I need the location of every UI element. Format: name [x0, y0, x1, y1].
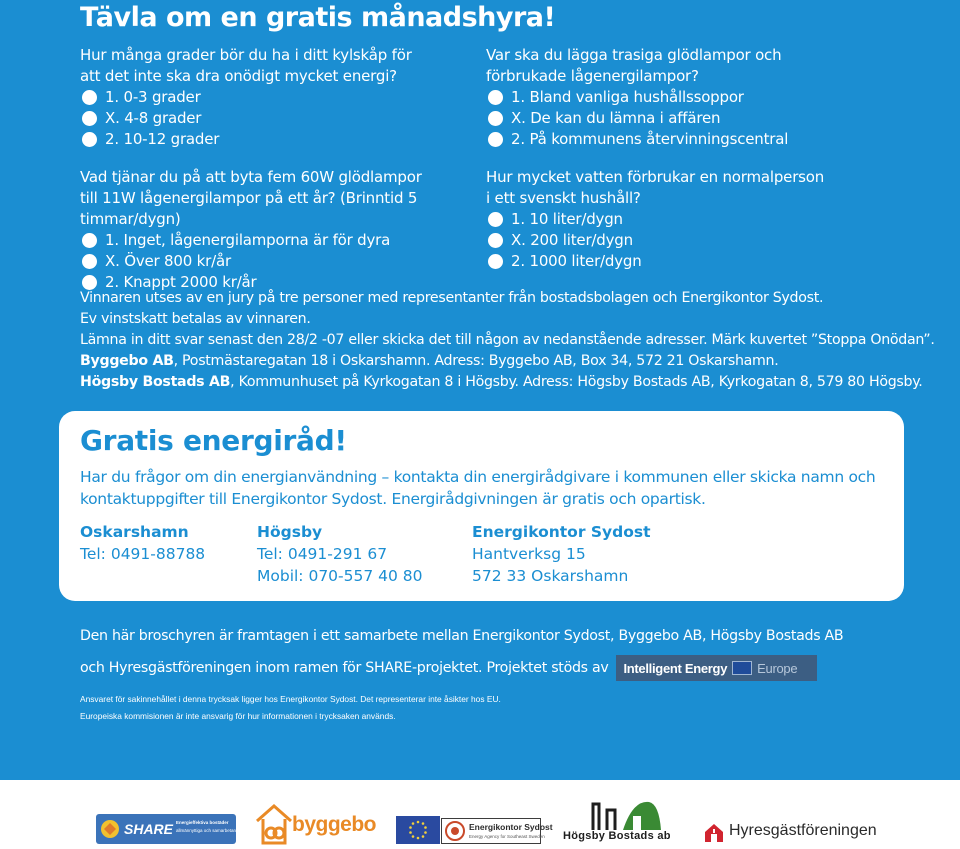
question-1 [80, 45, 430, 150]
collaboration-text [80, 626, 843, 681]
eu-flag-icon [396, 816, 440, 844]
contact-phone[interactable]: Tel: 0491-88788 [80, 545, 206, 563]
advice-title: Gratis energiråd! [80, 424, 347, 457]
radio-bullet-icon[interactable] [488, 254, 503, 269]
answer-option[interactable]: 1. 10 liter/dygn [486, 209, 831, 230]
contact-phone[interactable]: Tel: 0491-291 67 [257, 545, 388, 563]
answer-option[interactable]: X. Över 800 kr/år [80, 251, 440, 272]
energikontor-emblem-icon [444, 820, 466, 842]
question-3 [486, 45, 846, 150]
radio-bullet-icon[interactable] [82, 132, 97, 147]
badge-main-text: Intelligent Energy [623, 660, 728, 676]
contact-mobile[interactable]: Mobil: 070-557 40 80 [257, 567, 423, 585]
energikontor-logo [441, 818, 553, 844]
radio-bullet-icon[interactable] [488, 233, 503, 248]
address-hogsby: Högsby Bostads AB, Kommunhuset på Kyrkogatan 8 i Högsby. Adress: Högsby Bostads AB, Kyrkogatan 8, 579 80 Högsby. [80, 374, 923, 390]
answer-option[interactable]: 2. 10-12 grader [80, 129, 430, 150]
radio-bullet-icon[interactable] [82, 233, 97, 248]
competition-rules [80, 288, 935, 393]
rules-line: Ev vinstskatt betalas av vinnaren. [80, 311, 311, 327]
question-text: Vad tjänar du på att byta fem 60W glödlampor till 11W lågenergilampor på ett år? (Brinntid 5 timmar/dygn) [80, 168, 422, 228]
address-byggebo: Byggebo AB, Postmästaregatan 18 i Oskarshamn. Adress: Byggebo AB, Box 34, 572 21 Oskarshamn. [80, 353, 779, 369]
energikontor-subtext: Energy Agency for Southeast Sweden [469, 834, 545, 839]
radio-bullet-icon[interactable] [82, 254, 97, 269]
advice-text: Har du frågor om din energianvändning – kontakta din energirådgivare i kommunen eller skicka namn och kontaktuppgifter till Energikontor Sydost. Energirådgivningen är gratis och opartisk. [80, 468, 876, 508]
answer-option[interactable]: 2. På kommunens återvinningscentral [486, 129, 846, 150]
contact-name: Energikontor Sydost [472, 523, 651, 541]
badge-sub-text: Europe [757, 660, 798, 676]
answer-option[interactable]: X. 4-8 grader [80, 108, 430, 129]
question-text: Hur mycket vatten förbrukar en normalperson i ett svenskt hushåll? [486, 168, 825, 207]
collab-line: och Hyresgästföreningen inom ramen för SHARE-projektet. Projektet stöds av [80, 659, 609, 676]
answer-option[interactable]: 2. Knappt 2000 kr/år [80, 272, 440, 293]
disclaimer-line: Europeiska kommisionen är inte ansvarig för hur informationen i trycksaken används. [80, 711, 396, 721]
answer-option[interactable]: 1. 0-3 grader [80, 87, 430, 108]
hogsby-buildings-icon [563, 796, 688, 834]
share-tagline: Energieffektiva bostäder [176, 820, 229, 825]
radio-bullet-icon[interactable] [82, 111, 97, 126]
question-2 [80, 167, 440, 293]
radio-bullet-icon[interactable] [82, 90, 97, 105]
hogsby-logo [563, 796, 688, 846]
hogsby-logo-text: Högsby Bostads ab [563, 830, 671, 842]
eu-flag-icon [732, 661, 752, 675]
energikontor-logo-text: Energikontor Sydost [469, 822, 553, 832]
answer-option[interactable]: X. 200 liter/dygn [486, 230, 831, 251]
share-logo-text: SHARE [124, 821, 174, 837]
contact-oskarshamn [80, 521, 205, 565]
answer-option[interactable]: X. De kan du lämna i affären [486, 108, 846, 129]
answer-option[interactable]: 1. Inget, lågenergilamporna är för dyra [80, 230, 440, 251]
radio-bullet-icon[interactable] [488, 111, 503, 126]
contact-street: Hantverksg 15 [472, 545, 586, 563]
radio-bullet-icon[interactable] [488, 212, 503, 227]
byggebo-house-icon [255, 803, 293, 845]
radio-bullet-icon[interactable] [488, 90, 503, 105]
contact-city: 572 33 Oskarshamn [472, 567, 629, 585]
question-text: Var ska du lägga trasiga glödlampor och förbrukade lågenergilampor? [486, 46, 782, 85]
disclaimer-line: Ansvaret för sakinnehållet i denna trycksak ligger hos Energikontor Sydost. Det representerar inte åsikter hos EU. [80, 694, 501, 704]
intelligent-energy-badge [616, 655, 817, 681]
answer-option[interactable]: 2. 1000 liter/dygn [486, 251, 831, 272]
byggebo-logo [255, 802, 380, 847]
contact-energikontor [472, 521, 651, 587]
collab-line: Den här broschyren är framtagen i ett samarbete mellan Energikontor Sydost, Byggebo AB, Högsby Bostads AB [80, 628, 844, 644]
share-tagline: allmännyttiga och samarbetande [176, 828, 242, 833]
hyresgastforeningen-logo [703, 819, 877, 847]
share-logo [96, 814, 242, 844]
contact-hogsby [257, 521, 423, 587]
rules-line: Vinnaren utses av en jury på tre personer med representanter från bostadsbolagen och Energikontor Sydost. [80, 290, 824, 306]
question-4 [486, 167, 831, 272]
page-title: Tävla om en gratis månadshyra! [80, 2, 556, 33]
partner-logos [0, 780, 960, 849]
radio-bullet-icon[interactable] [488, 132, 503, 147]
question-text: Hur många grader bör du ha i ditt kylskåp för att det inte ska dra onödigt mycket energi? [80, 46, 412, 85]
rules-line: Lämna in ditt svar senast den 28/2 -07 eller skicka det till någon av nedanstående adresser. Märk kuvertet ”Stoppa Onödan”. [80, 332, 935, 348]
contact-name: Högsby [257, 523, 323, 541]
byggebo-logo-text: byggebo [292, 813, 376, 836]
hyresgast-logo-text: Hyresgästföreningen [729, 822, 877, 839]
answer-option[interactable]: 1. Bland vanliga hushållssoppor [486, 87, 846, 108]
contact-name: Oskarshamn [80, 523, 189, 541]
hyresgast-house-icon [703, 821, 725, 843]
disclaimer [80, 691, 501, 725]
